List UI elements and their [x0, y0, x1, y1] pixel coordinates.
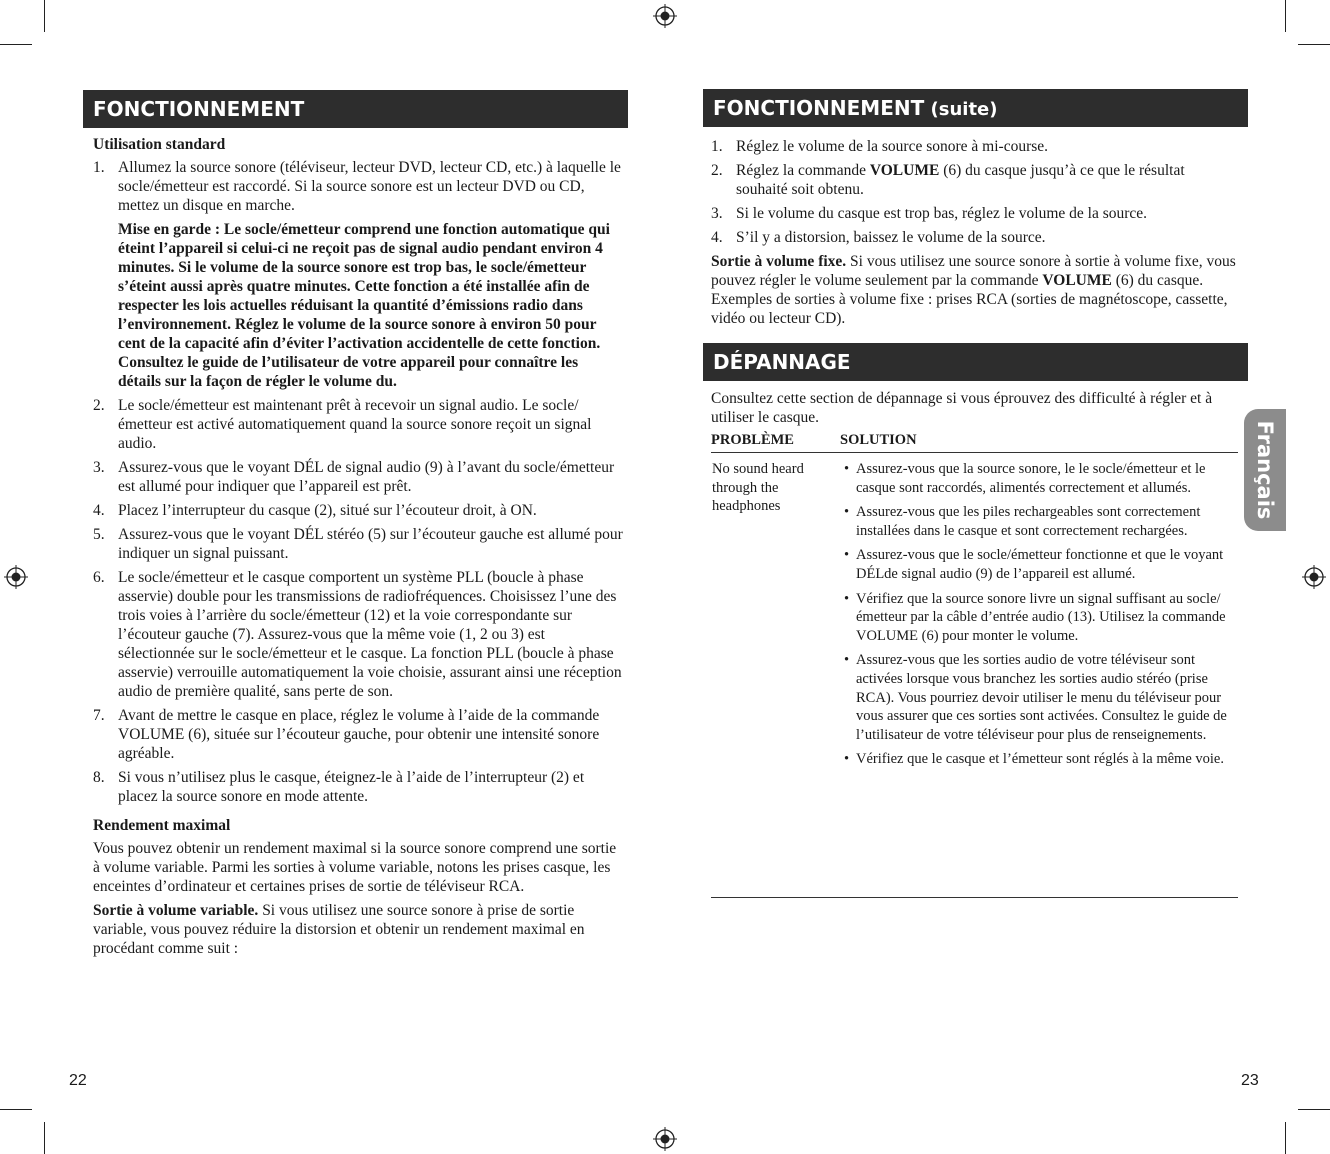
step-text: S’il y a distorsion, baissez le volume de la source.	[736, 229, 1046, 246]
step-number: 4.	[711, 229, 723, 246]
solution-item: • Assurez-vous que les piles rechargeables sont correctement installées dans le casque et sont correctement rechargées.	[844, 503, 1238, 540]
step-text	[736, 161, 1238, 199]
step-item	[93, 525, 623, 563]
max-paragraph: Vous pouvez obtenir un rendement maximal si la source sonore comprend une sortie à volume variable. Parmi les sorties à volume variable, notons les prises casque, les enceintes d’ordinateur et certaines prises de sortie de téléviseur RCA.	[93, 840, 617, 895]
section-header-text: FONCTIONNEMENT	[713, 96, 925, 120]
variable-text: Si vous utilisez une source sonore à prise de sortie variable, vous pouvez réduire la distorsion et obtenir un rendement maximal en procédant comme suit :	[93, 902, 585, 957]
step-text-part: (6) du casque jusqu’à ce que le résultat souhaité soit obtenu.	[736, 162, 1185, 198]
subsection-title-max: Rendement maximal	[93, 817, 231, 834]
variable-lead: Sortie à volume variable.	[93, 902, 259, 919]
fixed-paragraph	[711, 252, 1238, 328]
step-text: Assurez-vous que le voyant DÉL de signal audio (9) à l’avant du socle/émetteur est allumé pour indiquer que l’appareil est prêt.	[118, 459, 615, 495]
suite-steps-list	[711, 137, 1238, 247]
warning-note: Mise en garde : Le socle/émetteur comprend une fonction automatique qui éteint l’appareil si celui-ci ne reçoit pas de signal audio pendant environ 4 minutes. Si le volume de la source sonore est trop bas, le socle/émetteur s’éteint aussi après quatre minutes. Cette fonction a été installée afin de respecter les lois actuelles réduisant la quantité d’émissions radio dans l’environnement. Réglez le volume de la source sonore à environ 50 pour cent de la capacité afin d’éviter l’activation accidentelle de cette fonction. Consultez le guide de l’utilisateur de votre appareil pour connaître les détails sur la façon de régler le volume du.	[118, 221, 610, 390]
right-column-top	[711, 137, 1238, 333]
left-column	[93, 135, 623, 963]
step-number: 8.	[93, 769, 105, 786]
step-item	[93, 396, 623, 453]
fixed-text: Si vous utilisez une source sonore à sortie à volume fixe, vous pouvez régler le volume seulement par la commande	[711, 253, 1236, 289]
crop-mark	[44, 1122, 45, 1154]
column-header-solution: SOLUTION	[840, 432, 917, 448]
registration-mark-icon	[1302, 565, 1326, 589]
solution-item: • Assurez-vous que les sorties audio de votre téléviseur sont activées lorsque vous branchez les sorties audio stéréo (prise RCA). Vous pourriez devoir utiliser le menu du téléviseur pour vous assurer que ces sorties sont activées. Consultez le guide de l’utilisateur de votre téléviseur pour plus de renseignements.	[844, 651, 1238, 744]
page-number-right: 23	[1241, 1072, 1259, 1089]
step-text: Réglez le volume de la source sonore à mi-course.	[736, 138, 1049, 155]
step-number: 4.	[93, 502, 105, 519]
section-header-text: DÉPANNAGE	[713, 350, 851, 374]
column-header-problem: PROBLÈME	[711, 432, 794, 448]
section-header-text: FONCTIONNEMENT	[93, 97, 305, 121]
step-number: 7.	[93, 707, 105, 724]
table-header-rule	[711, 452, 1238, 453]
trouble-intro: Consultez cette section de dépannage si vous éprouvez des difficulté à régler et à utiliser le casque.	[711, 390, 1213, 426]
standard-steps-list	[93, 158, 623, 806]
fixed-lead: Sortie à volume fixe.	[711, 253, 847, 270]
step-text: Le socle/émetteur et le casque comportent un système PLL (boucle à phase asservie) double pour les transmissions de radiofréquences. Choisissez l’une des trois voies à l’arrière du socle/émetteur (12) et la voie correspondante sur l’écouteur gauche (7). Assurez-vous que la même voie (1, 2 ou 3) est sélectionnée sur le socle/émetteur et le casque. La fonction PLL (boucle à phase asservie) verrouille automatiquement la voie choisie, assurant ainsi une réception audio de première qualité, sans perte de son.	[118, 569, 622, 700]
fixed-text: (6) du casque. Exemples de sorties à volume fixe : prises RCA (sorties de magnétoscope, cassette, vidéo ou lecteur CD).	[711, 272, 1228, 327]
step-text: Avant de mettre le casque en place, réglez le volume à l’aide de la commande VOLUME (6), située sur l’écouteur gauche, pour obtenir une intensité sonore agréable.	[118, 707, 600, 762]
step-text-part: Réglez la commande	[736, 162, 870, 179]
variable-paragraph	[93, 901, 623, 958]
step-number: 3.	[93, 459, 105, 476]
step-number: 2.	[711, 162, 723, 179]
registration-mark-icon	[4, 565, 28, 589]
section-header-fonctionnement-suite	[703, 89, 1248, 127]
crop-mark	[1285, 1122, 1286, 1154]
solution-list	[844, 460, 1238, 769]
step-item	[93, 706, 623, 763]
step-item	[93, 768, 623, 806]
step-text-bold: VOLUME	[869, 162, 940, 179]
step-item	[93, 568, 623, 701]
step-item	[711, 137, 1238, 156]
language-tab	[1244, 409, 1286, 531]
step-text: Allumez la source sonore (téléviseur, lecteur DVD, lecteur CD, etc.) à laquelle le socle/émetteur est raccordé. Si la source sonore est un lecteur DVD ou CD, mettez un disque en marche.	[118, 159, 621, 214]
step-number: 6.	[93, 569, 105, 586]
step-number: 5.	[93, 526, 105, 543]
table-bottom-rule	[711, 897, 1238, 898]
step-number: 3.	[711, 205, 723, 222]
registration-mark-icon	[653, 4, 677, 28]
crop-mark	[0, 1109, 32, 1110]
solution-item: • Assurez-vous que le socle/émetteur fonctionne et que le voyant DÉLde signal audio (9) de l’appareil est allumé.	[844, 546, 1238, 583]
step-text: Si le volume du casque est trop bas, réglez le volume de la source.	[736, 205, 1148, 222]
crop-mark	[44, 0, 45, 32]
solution-item: • Assurez-vous que la source sonore, le le socle/émetteur et le casque sont raccordés, alimentés correctement et allumés.	[844, 460, 1238, 497]
solution-cell	[844, 460, 1238, 775]
crop-mark	[1285, 0, 1286, 32]
problem-cell: No sound heard through the headphones	[712, 461, 804, 515]
solution-item: • Vérifiez que la source sonore livre un signal suffisant au socle/émetteur par la câble d’entrée audio (13). Utilisez la commande VOLUME (6) pour monter le volume.	[844, 590, 1238, 646]
registration-mark-icon	[653, 1127, 677, 1151]
step-item	[93, 158, 623, 391]
step-item	[711, 204, 1238, 223]
solution-item: • Vérifiez que le casque et l’émetteur sont réglés à la même voie.	[844, 750, 1238, 769]
step-item	[93, 458, 623, 496]
step-item	[711, 228, 1238, 247]
fixed-bold: VOLUME	[1042, 272, 1112, 289]
step-text: Le socle/émetteur est maintenant prêt à recevoir un signal audio. Le socle/émetteur est activé automatiquement quand la source sonore reçoit un signal audio.	[118, 397, 592, 452]
step-number: 2.	[93, 397, 105, 414]
page-number-left: 22	[69, 1072, 87, 1089]
section-header-fonctionnement	[83, 90, 628, 128]
step-item	[93, 501, 623, 520]
crop-mark	[1298, 1109, 1330, 1110]
section-header-depannage	[703, 343, 1248, 381]
step-text: Assurez-vous que le voyant DÉL stéréo (5) sur l’écouteur gauche est allumé pour indiquer un signal puissant.	[118, 526, 623, 562]
language-tab-label: Français	[1253, 420, 1277, 520]
crop-mark	[1298, 44, 1330, 45]
step-text: Placez l’interrupteur du casque (2), situé sur l’écouteur droit, à ON.	[118, 502, 537, 519]
subsection-title-standard: Utilisation standard	[93, 136, 226, 153]
step-number: 1.	[711, 138, 723, 155]
crop-mark	[0, 44, 32, 45]
section-header-suffix: (suite)	[924, 99, 998, 120]
step-number: 1.	[93, 159, 105, 176]
step-item	[711, 161, 1238, 199]
step-text: Si vous n’utilisez plus le casque, éteignez-le à l’aide de l’interrupteur (2) et placez la source sonore en mode attente.	[118, 769, 585, 805]
